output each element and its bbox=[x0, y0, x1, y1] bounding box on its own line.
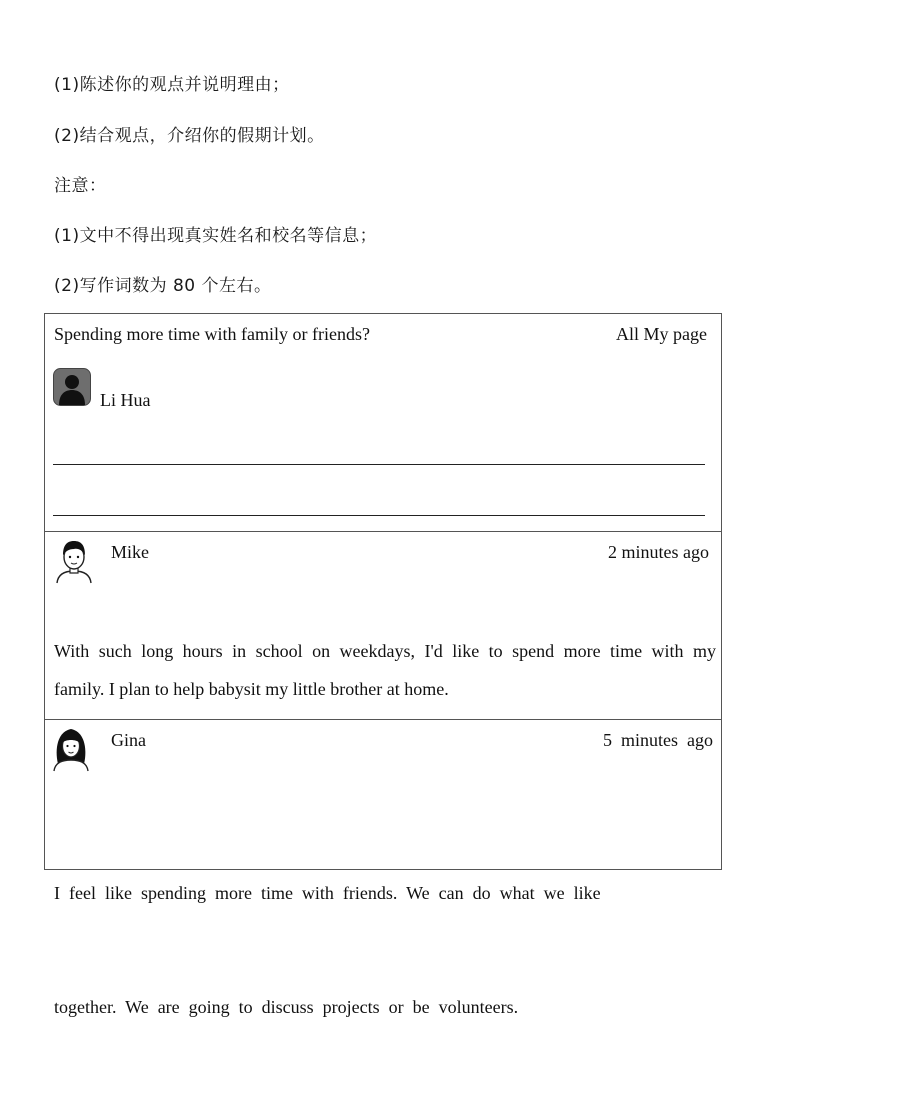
instruction-line-1: (1)陈述你的观点并说明理由； bbox=[54, 75, 290, 95]
girl-avatar-icon bbox=[52, 724, 90, 772]
comment-text bbox=[54, 632, 716, 708]
comment-text-line-2: family. I plan to help babysit my little brother at home. bbox=[54, 679, 449, 699]
comment-text bbox=[54, 798, 644, 1102]
post-section bbox=[45, 314, 721, 532]
note-line-1: (1)文中不得出现真实姓名和校名等信息； bbox=[54, 226, 378, 246]
comment-text-line-1: With such long hours in school on weekdays, I'd like to spend more time with my bbox=[54, 641, 716, 661]
person-silhouette-icon bbox=[53, 368, 91, 406]
post-author: Li Hua bbox=[100, 390, 151, 410]
comment-timestamp: 2 minutes ago bbox=[608, 542, 709, 562]
writing-line-1[interactable] bbox=[53, 464, 705, 465]
post-topic: Spending more time with family or friends? bbox=[54, 324, 370, 344]
forum-card bbox=[44, 313, 722, 1017]
comment-text-line-1: I feel like spending more time with friends. We can do what we like bbox=[54, 883, 601, 903]
commenter-name: Gina bbox=[111, 730, 146, 750]
writing-line-2[interactable] bbox=[53, 515, 705, 516]
note-label: 注意： bbox=[54, 176, 107, 196]
boy-avatar-icon bbox=[54, 538, 94, 584]
comment-mike bbox=[45, 532, 721, 720]
note-line-2: (2)写作词数为 80 个左右。 bbox=[54, 276, 272, 296]
comment-timestamp: 5 minutes ago bbox=[603, 730, 713, 750]
instruction-line-2: (2)结合观点，介绍你的假期计划。 bbox=[54, 126, 325, 146]
commenter-name: Mike bbox=[111, 542, 149, 562]
comment-gina bbox=[45, 720, 721, 1017]
comment-text-line-2: together. We are going to discuss projects or be volunteers. bbox=[54, 997, 519, 1017]
nav-all-my-page[interactable]: All My page bbox=[616, 324, 707, 344]
